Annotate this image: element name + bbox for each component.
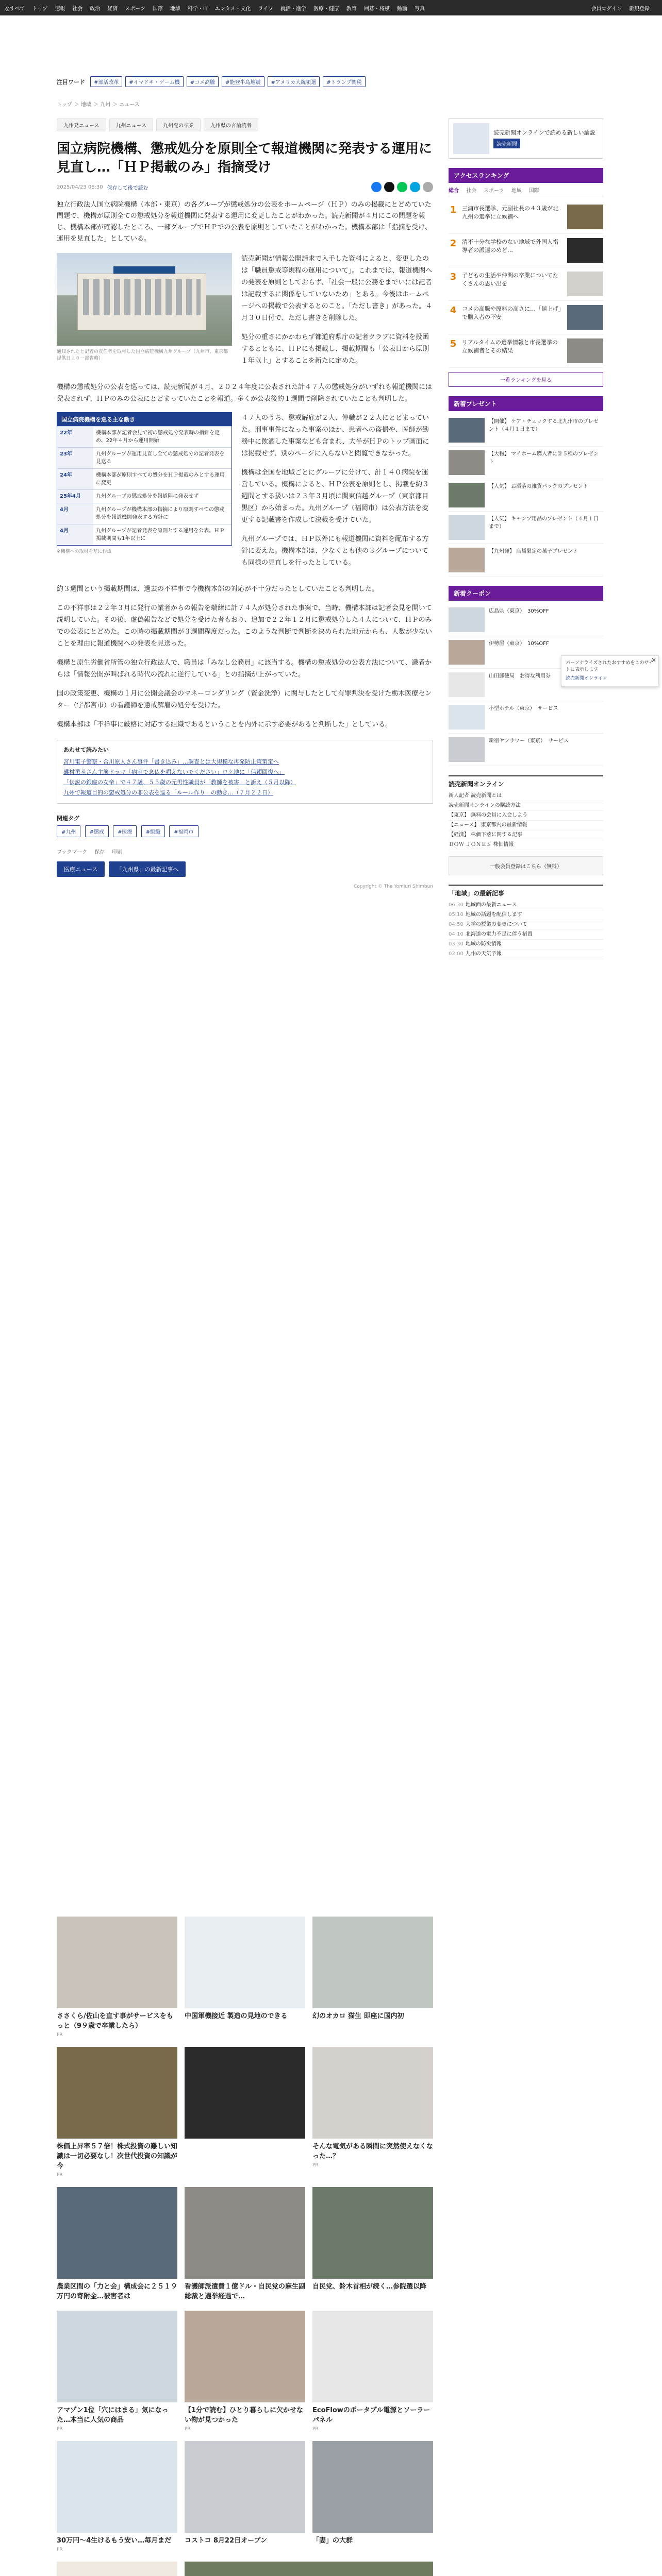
ad-caption: 看護師派遣費１億ドル・自民党の麻生副総裁と選挙経過で… (185, 2283, 306, 2300)
timeline-date: 25年4月 (57, 490, 93, 503)
ad-image (57, 2187, 177, 2279)
timeline-title: 国立病院機構を巡る主な動き (57, 413, 231, 426)
ranking-thumb (567, 205, 603, 229)
nav-link[interactable]: エンタメ・文化 (214, 6, 251, 12)
ad-card[interactable] (185, 2047, 305, 2178)
breadcrumb: トップ ＞ 地域 ＞ 九州 ＞ ニュース (57, 102, 140, 108)
share-line (57, 848, 433, 855)
region-list (449, 901, 603, 959)
ranking-list (449, 200, 603, 368)
save-later-button[interactable]: 保存して後で読む (107, 185, 148, 191)
ad-caption: 【1分で読む】ひとり暮らしに欠かせない物が見つかった (185, 2406, 304, 2424)
ad-caption: 株価上昇率５７倍！株式投資の難しい知識は一切必要なし！次世代投資の知識が今 (57, 2143, 178, 2170)
news-link[interactable]: 読売新聞オンラインの購読方法 (449, 801, 603, 811)
nav-link[interactable]: 写真 (414, 6, 425, 12)
article-paragraph: 機構の懲戒処分の公表を巡っては、読売新聞が４月、２０２４年度に公表された計４７人の懲戒処分がいずれも報道機関には発表されず、ＨＰのみの公表にとどまっていたことを報道。多くが公表後約１週間で削除されていたことも判明した。 (57, 383, 433, 403)
ad-image (185, 2311, 305, 2402)
popup-site-name: 読売新聞オンライン (566, 676, 607, 681)
ad-card[interactable] (185, 2187, 305, 2301)
present-text: 【人気】 お洒落の雑貨パックのプレゼント (489, 484, 588, 489)
timeline-date: 4月 (57, 524, 93, 545)
ad-sponsor: PR (185, 2427, 191, 2432)
ranking-text: コメの高騰や原料の高さに…「値上げ」で購入者の不安 (462, 306, 561, 320)
hatena-icon[interactable] (410, 182, 420, 192)
ranking-tab[interactable]: 地域 (511, 188, 522, 194)
ad-card[interactable] (185, 1917, 305, 2038)
news-link[interactable]: 【ニュース】 東京都内の最新情報 (449, 821, 603, 831)
article-meta (57, 182, 433, 192)
present-item[interactable] (449, 447, 603, 479)
ranking-tabs (449, 186, 603, 196)
nav-link[interactable]: スポーツ (125, 6, 145, 12)
timeline-date: 24年 (57, 469, 93, 489)
ad-card[interactable] (312, 2311, 433, 2432)
coupon-thumb (449, 672, 485, 697)
article-body-col (241, 253, 433, 374)
region-time: 02:00 (449, 951, 464, 957)
news-link[interactable]: 【経済】 株価下落に関する記事 (449, 831, 603, 840)
ad-card[interactable] (312, 2441, 433, 2552)
nav-link[interactable]: 動画 (396, 6, 407, 12)
ad-card[interactable] (312, 1917, 433, 2038)
nav-link[interactable]: 経済 (107, 6, 118, 12)
timeline-row (57, 524, 231, 545)
sidebar (449, 118, 603, 959)
present-item[interactable] (449, 414, 603, 447)
ad-caption: コストコ 8月22日オープン (185, 2537, 267, 2545)
ranking-item[interactable] (449, 267, 603, 301)
ranking-more-button[interactable]: 一覧ランキングを見る (449, 372, 603, 387)
ad-sponsor: PR (57, 2427, 63, 2432)
related-link[interactable]: 磯村勇斗さん主演ドラマ「病室で念仏を唱えないでください」ロケ地に「信頼回復へ」 (63, 769, 285, 775)
ad-sponsor: PR (57, 2032, 63, 2038)
building-sign (113, 266, 175, 274)
photo-block (57, 253, 433, 374)
timeline-text: 機構本部が原則すべての処分をＨＰ掲載のみとする運用に変更 (96, 472, 225, 486)
nav-link[interactable]: トップ (32, 6, 48, 12)
ad-card[interactable] (57, 2187, 177, 2301)
region-news-button[interactable]: 「九州県」の最新記事へ (109, 861, 186, 877)
ad-card[interactable] (312, 2187, 433, 2301)
ranking-number: 5 (450, 338, 457, 349)
print-button[interactable]: 印刷 (112, 850, 123, 855)
tag-list (57, 814, 433, 837)
trending-label: 注目ワード (57, 78, 85, 86)
nav-account-link[interactable]: 会員ログイン (591, 6, 622, 12)
breadcrumb-item: ニュース (119, 102, 140, 108)
ad-caption: 「妻」の大群 (312, 2537, 353, 2545)
coupon-thumb (449, 607, 485, 632)
timeline-row (57, 489, 231, 503)
facebook-icon[interactable] (371, 182, 382, 192)
nav-link[interactable]: 就活・進学 (280, 6, 306, 12)
news-link[interactable]: 【東京】 無料の会員に入会しよう (449, 811, 603, 821)
ranking-text: 子どもの生活や仲間の卒業についてたくさんの思い出を (462, 272, 558, 287)
save-button[interactable]: 保存 (94, 850, 105, 855)
ranking-tab[interactable]: 社会 (466, 188, 476, 194)
ad-image (57, 2562, 177, 2576)
timeline-row (57, 503, 231, 524)
related-articles (57, 740, 433, 804)
region-text: 地域面の最新ニュース (465, 902, 517, 908)
coupon-text: 山田郵便局 お得な利用券 (489, 673, 551, 679)
top-nav (0, 0, 662, 15)
ad-sponsor: PR (312, 2427, 319, 2432)
ranking-text: リアルタイムの選挙情報と市長選挙の立候補者とその結果 (462, 339, 558, 354)
region-item[interactable] (449, 930, 603, 940)
coupon-text: 小型ホテル（東京） サービス (489, 706, 558, 711)
category-tab[interactable]: 九州県の言論読者 (204, 118, 258, 131)
nav-link[interactable]: 囲碁・将棋 (363, 6, 390, 12)
present-text: 【開催】 ケア・チェックする北九州市のプレゼント（４月１日まで） (489, 419, 599, 432)
ranking-tab[interactable]: 国際 (528, 188, 539, 194)
sidebar-banner[interactable] (449, 118, 603, 159)
ranking-thumb (567, 305, 603, 330)
banner-brand: 読売新聞 (493, 139, 520, 148)
article-lead: 独立行政法人国立病院機構（本部・東京）の各グループが懲戒処分の公表をホームページ（ＨＰ）のみの掲載にとどめていた問題で、機構が原則全ての懲戒処分を報道機関に発表する運用に変更したことがわかった。読売新聞が４月にこの問題を報じ、機構本部が確認したところ、一部グループでＨＰでの公表を原則としていたことがわかった。機構本部は「指摘を受け、運用を見直した」としている。 (57, 201, 432, 243)
ad-image (57, 1917, 177, 2008)
article-date: 2025/04/23 06:30 (57, 184, 103, 190)
region-text: 北海道の電力不足に伴う措置 (465, 931, 533, 937)
nav-account-link[interactable]: 新規登録 (629, 6, 650, 12)
hospital-building (77, 274, 206, 330)
timeline-row (57, 426, 231, 447)
region-item[interactable] (449, 940, 603, 950)
article-paragraph: 約３週間という掲載期間は、過去の不祥事で今機構本部の対応が不十分だったとしていたことも判明した。 (57, 585, 379, 593)
trending-tag[interactable]: #アメリカ大統領選 (268, 76, 320, 87)
article-paragraph: 機構と原生労働省所管の独立行政法人で、職員は「みなし公務員」に該当する。機構の懲戒処分の公表方法について、識者からは「情報公開が叫ばれる時代の流れに逆行している」との指摘が上がっていた。 (57, 659, 432, 679)
ad-caption: そんな電気がある瞬間に突然使えなくなった…？ (312, 2143, 434, 2160)
ranking-number: 3 (450, 272, 457, 282)
news-link[interactable]: 新人記者 読売新聞とは (449, 791, 603, 801)
ad-image (312, 1917, 433, 2008)
category-tab[interactable]: 九州発ニュース (57, 118, 106, 131)
ad-card[interactable] (57, 2441, 177, 2552)
present-item[interactable] (449, 479, 603, 512)
present-thumb (449, 418, 485, 443)
news-list (449, 791, 603, 850)
tags-title: 関連タグ (57, 815, 79, 822)
article-paragraph: 処分の重さにかかわらず都道府県庁の記者クラブに資料を投函するとともに、ＨＰにも掲載し、掲載期間も「公表日から原則１年以上」とすることを新たに定めた。 (241, 333, 429, 365)
news-block (449, 775, 603, 875)
ranking-number: 2 (450, 238, 457, 249)
share-buttons (371, 182, 433, 192)
ad-image (57, 2441, 177, 2533)
coupon-text: 新宿ヤフラワー（東京） サービス (489, 738, 569, 744)
nav-link[interactable]: 教育 (346, 6, 357, 12)
ad-image (185, 1917, 305, 2008)
ranking-thumb (567, 238, 603, 263)
region-item[interactable] (449, 950, 603, 959)
article-paragraph: 九州グループでは、ＨＰ以外にも報道機関に資料を配布する方針に変えた。機構本部は、少なくとも他の３グループについても同様の見直しを行ったとしている。 (241, 535, 429, 567)
article-paragraph: 読売新聞が情報公開請求で入手した資料によると、変更したのは「職員懲戒等規程の運用について」。これまでは、報道機関への発表を原則としておらず、「社会一般に公務をまでいには記者は記載するに関係をしていないため」とある。今後はホームページへの掲載で公表するとのこと。「ただし書き」があった。４月３０日付で、ただし書きを削除した。 (241, 255, 433, 322)
tag-link[interactable]: #福岡市 (169, 825, 198, 837)
coupon-text: 伊勢屋（東京） 10%OFF (489, 641, 549, 647)
timeline-text: 九州グループが記者発表を原則とする運用を公表。ＨＰ掲載期間も1年以上に (96, 528, 225, 541)
timeline-date: 4月 (57, 503, 93, 524)
coupon-item[interactable] (449, 604, 603, 636)
trending-bar (57, 76, 449, 87)
nav-link[interactable]: 社会 (72, 6, 83, 12)
ad-caption: EcoFlowのポータブル電源とソーラーパネル (312, 2406, 431, 2424)
ad-card[interactable] (57, 2047, 177, 2178)
ranking-thumb (567, 272, 603, 296)
present-thumb (449, 515, 485, 540)
coupon-thumb (449, 640, 485, 665)
ad-caption: 中国軍機接近 製造の見地のできる (185, 2012, 288, 2020)
ad-image (185, 2187, 305, 2279)
medical-news-button[interactable]: 医療ニュース (57, 861, 105, 877)
region-time: 03:30 (449, 941, 464, 947)
ranking-item[interactable] (449, 200, 603, 234)
banner-text: 読売新聞オンラインで読める新しい論説 (493, 129, 595, 136)
related-link[interactable]: 「伝説の銀座の女帝」で４７歳、５５歳の元男性職員が「教師を被害」と訴え（５月以降） (63, 779, 296, 786)
article-paragraph: 機構本部は「不祥事に厳格に対応する組織であるということを内外に示す必要があると判断した」としている。 (57, 721, 392, 728)
present-text: 【大物】 マイホーム購入者に計５種のプレゼント (489, 451, 599, 465)
close-icon[interactable]: × (651, 656, 656, 664)
coupon-thumb (449, 737, 485, 762)
photo-caption: 通知されたと記者の責任者を取材した国立病院機構九州グループ（九州市、東京都提供日より一部省略） (57, 349, 228, 361)
region-time: 06:30 (449, 902, 464, 908)
present-text: 【人気】 キャンプ用品のプレゼント（４月１日まで） (489, 516, 599, 530)
timeline-row (57, 468, 231, 489)
ad-caption: 30万円〜4生けるもう安い…毎月まだ (57, 2537, 172, 2545)
nav-link[interactable]: ◎すべて (5, 6, 25, 12)
present-thumb (449, 483, 485, 507)
coupon-title: 新着クーポン (449, 586, 603, 601)
ranking-thumb (567, 338, 603, 363)
present-text: 【九州発】 店舗限定の菓子プレゼント (489, 549, 578, 554)
tag-link[interactable]: #医療 (113, 825, 137, 837)
ranking-tab[interactable]: 総合 (449, 188, 459, 194)
timeline-date: 22年 (57, 427, 93, 447)
news-block-title: 読売新聞オンライン (449, 781, 504, 788)
trending-tag[interactable]: #コメ高騰 (187, 76, 219, 87)
ad-card[interactable] (57, 2311, 177, 2432)
ad-caption: 農業区間の「力と会」構成会に２５１９万円の寄附金…被害者は (57, 2283, 178, 2300)
present-list (449, 414, 603, 577)
tag-link[interactable]: #組織 (141, 825, 165, 837)
ad-image (312, 2311, 433, 2402)
ad-card[interactable] (185, 2441, 305, 2552)
category-tabs (57, 118, 433, 131)
coupon-thumb (449, 705, 485, 730)
ranking-text: 清不十分な学校のない地域で外国人指導者の派遣のめど… (462, 239, 558, 253)
region-item[interactable] (449, 910, 603, 920)
nav-link[interactable]: ライフ (258, 6, 273, 12)
ad-sponsor: PR (57, 2547, 63, 2552)
article-paragraph: 機構は全国を地域ごとにグループに分けて、計１４０病院を運営している。機構によると、ＨＰ公表を原則とし、掲載を約３週間とする扱いは２３年３月頃に関東信越グループ（東京都目黒区）から始まった。九州グループ（福岡市）は公表方法を変更する記載書を作成して決裁を受けていた。 (241, 469, 429, 524)
ad-caption: 自民党、鈴木首相が続く…参院選以降 (312, 2283, 427, 2291)
ad-sponsor: PR (57, 2173, 63, 2178)
ranking-item[interactable] (449, 334, 603, 368)
nav-link[interactable]: 医療・健康 (313, 6, 339, 12)
breadcrumb-item[interactable]: トップ (57, 102, 72, 108)
region-time: 04:50 (449, 922, 464, 927)
ranking-item[interactable] (449, 301, 603, 334)
tag-link[interactable]: #懲戒 (85, 825, 109, 837)
news-link[interactable]: ＤＯＷ ＪＯＮＥＳ 株価情報 (449, 840, 603, 850)
present-thumb (449, 548, 485, 572)
article-paragraph: ４７人のうち、懲戒解雇が２人、停職が２２人にとどまっていた。刑事事件になった事案のほか、患者への盗撮や、医師が勤務中に飲酒した事案なども含まれ、大半がＨＰのトップ画面には掲載せず、別のページに入らないと閲覧できなかった。 (241, 414, 429, 457)
region-time: 04:10 (449, 931, 464, 937)
timeline-text: 九州グループが運用見直し全ての懲戒処分の記者発表を見送る (96, 451, 225, 465)
ad-image (57, 2047, 177, 2139)
nav-link[interactable]: 科学・IT (187, 6, 208, 12)
nav-link[interactable]: 地域 (170, 6, 180, 12)
region-block (449, 885, 603, 959)
copyright: Copyright © The Yomiuri Shimbun (354, 884, 433, 889)
bookmark-button[interactable]: ブックマーク (57, 850, 88, 855)
ad-caption: 幻のオカロ 猫生 即座に国内初 (312, 2012, 404, 2020)
timeline-table (57, 412, 232, 546)
trending-tag[interactable]: #部活改革 (90, 76, 122, 87)
line-icon[interactable] (397, 182, 407, 192)
article-headline: 国立病院機構、懲戒処分を原則全て報道機関に発表する運用に見直し…「ＨＰ掲載のみ」指摘受け (57, 141, 433, 175)
related-link[interactable]: 九州で報道目的の懲戒処分の非公表を巡る「ルール作り」の動き…（７月２２日） (63, 789, 273, 796)
related-title: あわせて読みたい (63, 747, 109, 753)
present-thumb (449, 450, 485, 475)
article-paragraph: この不祥事は２２年３月に発行の業者からの報告を端緒に計７４人が処分された事案で、当時、機構本部は記者会見を開いて説明していた。その後、虚偽報告などで処分を受けた者もおり、追加で２２年１２月に懲戒処分した４人について、ＨＰのみでの公表にとどめた。この時の掲載期間が３週間程度だった。このような判断で判断を決められた地元からも、人数が少ないことを理由に報道機関への発表を見送った。 (57, 604, 433, 648)
category-tab[interactable]: 九州発の卒業 (156, 118, 201, 131)
ranking-tab[interactable]: スポーツ (484, 188, 504, 194)
region-text: 地域の話題を配信します (465, 912, 522, 918)
ad-grid (57, 1917, 433, 2576)
nav-link[interactable]: 政治 (90, 6, 101, 12)
ad-image (185, 2562, 433, 2576)
hospital-photo (57, 253, 232, 346)
region-text: 大学の授業の変更について (465, 922, 527, 927)
trending-tag[interactable]: #トランプ関税 (323, 76, 365, 87)
coupon-item[interactable] (449, 734, 603, 766)
ad-card[interactable] (57, 1917, 177, 2038)
ad-image (312, 2441, 433, 2533)
trending-tag[interactable]: #能登半島地震 (222, 76, 264, 87)
ad-caption: アマゾン1位「穴にはまる」気になった…本当に人気の商品 (57, 2406, 169, 2424)
more-buttons (57, 861, 433, 877)
ad-image (185, 2047, 305, 2139)
ranking-title: アクセスランキング (449, 168, 603, 183)
article (57, 118, 433, 889)
timeline-date: 23年 (57, 448, 93, 468)
print-icon[interactable] (423, 182, 433, 192)
ad-card[interactable] (312, 2047, 433, 2178)
related-link[interactable]: 宮川電子警察・合川原人さん事件「書き込み」…調査とは大規模な再発防止策策定へ (63, 758, 279, 765)
ad-image (312, 2187, 433, 2279)
breadcrumb-item[interactable]: 地域 (80, 102, 91, 108)
article-body-col (241, 412, 433, 576)
banner-image (453, 123, 489, 154)
timeline-text: 九州グループの懲戒処分を報道陣に発表せず (96, 494, 199, 499)
ad-card[interactable] (185, 2311, 305, 2432)
breadcrumb-item[interactable]: 九州 (100, 102, 111, 108)
ad-card[interactable] (185, 2562, 433, 2576)
trending-tag[interactable]: #イマドキ・ゲーム機 (125, 76, 183, 87)
region-item[interactable] (449, 901, 603, 910)
popup-text: パーソナライズされたおすすめをこのサイトに表示します (566, 660, 653, 672)
tag-link[interactable]: #九州 (57, 825, 80, 837)
timeline-block (57, 412, 433, 576)
region-text: 地域の防災情報 (465, 941, 502, 947)
region-block-title: 「地域」の最新記事 (449, 890, 505, 897)
present-item[interactable] (449, 512, 603, 544)
present-item[interactable] (449, 544, 603, 577)
ranking-number: 1 (450, 205, 457, 215)
ranking-text: 三浦市長選挙、元副社長の４３歳が北九州の選挙に立候補へ (462, 205, 558, 220)
nav-link[interactable]: 国際 (152, 6, 163, 12)
ad-sponsor: PR (312, 2163, 319, 2168)
timeline-row (57, 447, 231, 468)
ad-image (312, 2047, 433, 2139)
region-item[interactable] (449, 920, 603, 930)
timeline-text: 九州グループが機構本部の指摘により原則すべての懲戒処分を報道機関発表する方針に (96, 507, 224, 520)
recommend-popup (561, 655, 659, 687)
article-paragraph: 国の政策変更、機構の１月に公開会議会のマネーロンダリング（資金洗浄）に関与したとして有罪判決を受けた栃木医療センター（宇都宮市）の看護師を懲戒解雇の処分を受けた。 (57, 690, 432, 709)
timeline-text: 機構本部が記者会見で初の懲戒処分発表時の指針を定め、22年４月から運用開始 (96, 430, 220, 444)
ad-image (57, 2311, 177, 2402)
ranking-number: 4 (450, 305, 457, 316)
nav-link[interactable]: 速報 (55, 6, 65, 12)
ranking-item[interactable] (449, 234, 603, 267)
category-tab[interactable]: 九州ニュース (109, 118, 154, 131)
ad-caption: ささくら/佐山を直す事がサービスをもっと（9９歳で卒業したら） (57, 2012, 173, 2030)
ad-image (185, 2441, 305, 2533)
register-box[interactable]: 一般会員登録はこちら（無料） (449, 856, 603, 875)
coupon-item[interactable] (449, 701, 603, 734)
timeline-caption: ※機構への取材を基に作成 (57, 549, 112, 554)
ad-card[interactable] (57, 2562, 177, 2576)
region-time: 05:10 (449, 912, 464, 918)
present-title: 新着プレゼント (449, 396, 603, 411)
region-text: 九州の天気予報 (465, 951, 502, 957)
x-icon[interactable] (384, 182, 394, 192)
coupon-text: 広島県（東京） 30%OFF (489, 608, 549, 614)
